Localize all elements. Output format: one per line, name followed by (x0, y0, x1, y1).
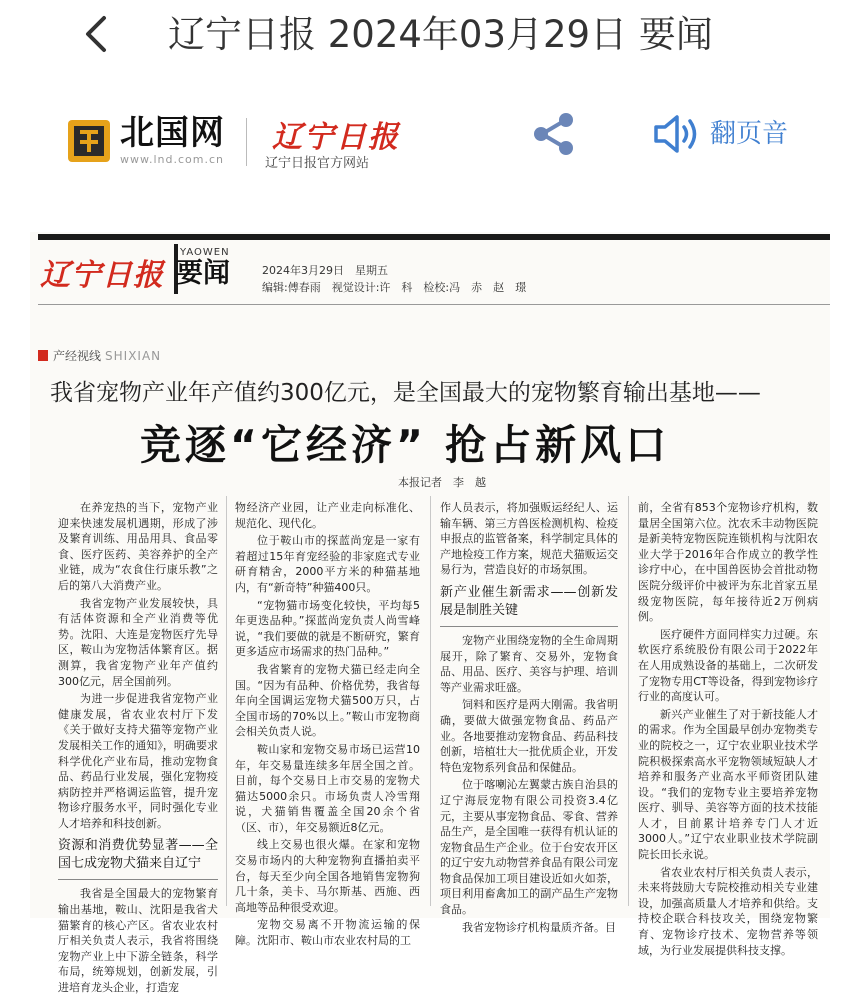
paragraph: 宠物产业围绕宠物的全生命周期展开，除了繁育、交易外，宠物食品、用品、医疗、美容与护理、培训等产业需求旺盛。 (440, 633, 618, 694)
paragraph: 我省繁育的宠物犬猫已经走向全国。“因为有品种、价格优势，我省每年向全国调运宠物犬猫500万只，占全国市场的70%以上。”鞍山市宠物商会相关负责人说。 (235, 662, 420, 739)
bgy-name: 北国网 (120, 113, 225, 153)
flip-sound-label: 翻页音 (710, 119, 789, 149)
chevron-left-icon (78, 14, 118, 54)
brand-divider (246, 118, 247, 166)
column-rule (628, 496, 629, 906)
paragraph: 线上交易也很火爆。在家和宠物交易市场内的大种宠物狗直播拍卖平台，每天至少向全国各地销售宠物狗几十条，美卡、马尔斯基、西施、西高地等品种很受欢迎。 (235, 838, 420, 914)
article-headline: 竞逐“它经济” 抢占新风口 (140, 421, 671, 469)
paragraph: 我省是全国最大的宠物繁育输出基地，鞍山、沈阳是我省犬猫繁育的核心产区。省农业农村厅相关负责人表示，我省将围绕宠物产业上中下游全链条，科学布局，统筹规划，创新发展，引进培育龙头企业，打造宠 (58, 887, 218, 995)
column-rule (430, 496, 431, 906)
subhead-2: 新产业催生新需求——创新发展是制胜关键 (440, 584, 618, 618)
subhead-1: 资源和消费优势显著——全国七成宠物犬猫来自辽宁 (58, 838, 218, 872)
article-byline: 本报记者 李 越 (398, 476, 486, 489)
app-bar (0, 0, 850, 72)
bgy-url: www.lnd.com.cn (120, 153, 224, 166)
speaker-icon (650, 112, 702, 156)
paragraph: 我省宠物产业发展较快，具有活体资源和全产业消费等优势。沈阳、大连是宠物医疗先导区，鞍山为宠物活体繁育区。据测算，我省宠物产业年产值约300亿元，居全国前列。 (58, 596, 218, 688)
share-button[interactable] (528, 108, 580, 160)
article-section-tag (38, 347, 161, 364)
article-column-1 (58, 500, 218, 995)
section-tag-label: 产经视线 (53, 349, 102, 363)
paragraph: 作人员表示，将加强贩运经纪人、运输车辆、第三方兽医检测机构、检疫申报点的监管备案，科学制定具体的产地检疫工作方案，规范犬猫贩运交易行为，营造良好的市场氛围。 (440, 501, 618, 577)
paragraph: 在养宠热的当下，宠物产业迎来快速发展机遇期，形成了涉及繁育训练、用品用具、食品零食、医疗医药、美容养护的全产业链，成为“农食住行康乐教”之后的第八大消费产业。 (58, 501, 218, 592)
page-title: 辽宁日报 2024年03月29日 要闻 (168, 13, 713, 56)
paragraph: 宠物交易离不开物流运输的保障。沈阳市、鞍山市农业农村局的工 (235, 918, 420, 948)
article-column-2 (235, 500, 420, 948)
subhead-rule (440, 626, 618, 627)
bgy-logo-icon (66, 118, 112, 164)
share-icon (528, 108, 580, 160)
section-tag-icon (38, 350, 48, 361)
editor-credits: 编辑:傅春雨 视觉设计:许 科 检校:冯 赤 赵 璟 (262, 281, 527, 294)
paragraph: 饲料和医疗是两大刚需。我省明确，要做大做强宠物食品、药品产业。各地要推动宠物食品、药品科技创新，培植壮大一批优质企业，开发特色宠物系列食品和保健品。 (440, 698, 618, 774)
masthead-underline (38, 304, 830, 305)
paragraph: 位于喀喇沁左翼蒙古族自治县的辽宁海辰宠物有限公司投资3.4亿元，主要从事宠物食品、零食、营养品生产，是全国唯一获得有机认证的宠物食品生产企业。位于台安农开区的辽宁安九动物营养食品有限公司宠物食品保加工项目建设近如火如荼，项目利用畜禽加工的副产品生产宠物食品。 (440, 778, 618, 917)
subhead-rule (58, 879, 218, 880)
paragraph: 前，全省有853个宠物诊疗机构，数量居全国第六位。沈农禾丰动物医院是新美特宠物医院连锁机构与沈阳农业大学于2016年合作成立的教学性诊疗中心，在中国兽医协会首批动物医院分级评价中被评为东北首家五星级宠物医院，每年接待近2万例病例。 (638, 501, 818, 624)
section-name: 要闻 (176, 258, 230, 289)
masthead-logo: 辽宁日报 (40, 258, 164, 293)
back-button[interactable] (78, 14, 118, 54)
section-tag-en: SHIXIAN (105, 349, 162, 363)
paper-site-label: 辽宁日报官方网站 (265, 156, 370, 171)
article-column-3 (440, 500, 618, 934)
paragraph: 为进一步促进我省宠物产业健康发展，省农业农村厅下发《关于做好支持犬猫等宠物产业发展相关工作的通知》，明确要求科学优化产业布局，推动宠物食品、药品行业发展，强化宠物疫病防控并严格调运监管，提升宠物诊疗服务水平，同时强化专业人才培养和科技创新。 (58, 692, 218, 830)
paragraph: 位于鞍山市的探蓝尚宠是一家有着超过15年育宠经验的非家庭式专业研育精舍，2000平方米的种猫基地内，有“新奇特”种猫400只。 (235, 534, 420, 594)
paragraph: 鞍山家和宠物交易市场已运营10年，年交易量连续多年居全国之首。目前，每个交易日上市交易的宠物犬猫达5000余只。市场负责人冷雪翔说，犬猫销售覆盖全国20余个省（区、市），年交易额近8亿元。 (235, 742, 420, 834)
paragraph: 物经济产业园，让产业走向标准化、规范化、现代化。 (235, 501, 420, 530)
paragraph: 省农业农村厅相关负责人表示，未来将鼓励大专院校推动相关专业建设，加强高质量人才培养和供给。支持校企联合科技攻关，围绕宠物繁育、宠物诊疗技术、宠物营养等领域，为行业发展提供科技支撑。 (638, 865, 818, 957)
paragraph: 医疗硬件方面同样实力过硬。东软医疗系统股份有限公司于2022年在人用成熟设备的基础上，二次研发了宠物专用CT等设备，得到宠物诊疗行业的高度认可。 (638, 627, 818, 704)
paragraph: 我省宠物诊疗机构量质齐备。目 (462, 920, 616, 934)
paragraph: 新兴产业催生了对于新技能人才的需求。作为全国最早创办宠物类专业的院校之一，辽宁农业职业技术学院积极探索高水平宠物领域短缺人才培养和服务产业高水平师资团队建设。“我们的宠物专业主要培养宠物医疗、驯导、美容等方面的技术技能人才，目前累计培养专门人才近3000人。”辽宁农业职业技术学院副院长田长永说。 (638, 707, 818, 862)
article-kicker: 我省宠物产业年产值约300亿元，是全国最大的宠物繁育输出基地—— (50, 380, 761, 406)
article-column-4 (638, 500, 818, 957)
section-name-en: YAOWEN (180, 247, 230, 258)
column-rule (226, 496, 227, 906)
paragraph: “宠物猫市场变化较快，平均每5年更迭品种。”探蓝尚宠负责人尚雪峰说，“我们要做的就是不断研究，繁育更多适应市场需求的热门品种。” (235, 598, 420, 659)
issue-date: 2024年3月29日 星期五 (262, 264, 388, 277)
flip-sound-button[interactable] (650, 108, 810, 160)
masthead-rule (38, 234, 830, 240)
paper-logo: 辽宁日报 (272, 120, 400, 155)
